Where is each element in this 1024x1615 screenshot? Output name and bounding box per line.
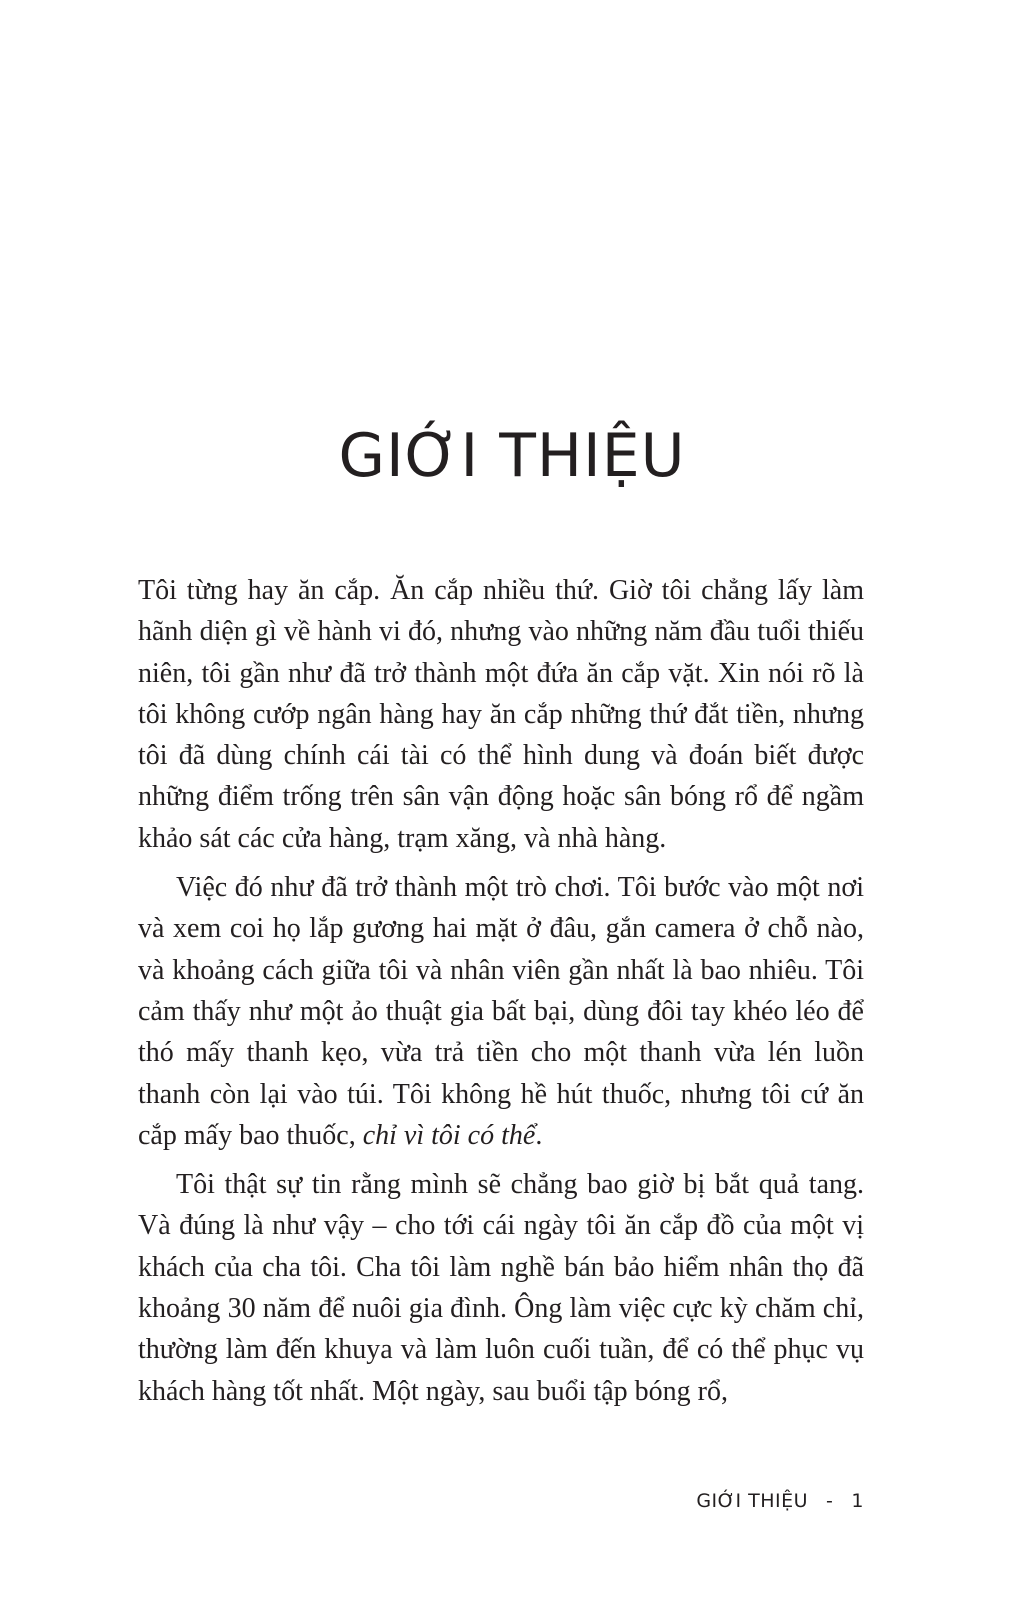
paragraph-1-text: Tôi từng hay ăn cắp. Ăn cắp nhiều thứ. Giờ tôi chẳng lấy làm hãnh diện gì về hành vi đó, nhưng vào những năm đầu tuổi thiếu niên, tôi gần như đã trở thành một đứa ăn cắp vặt. Xin nói rõ là tôi không cướp ngân hàng hay ăn cắp những thứ đắt tiền, nhưng tôi đã dùng chính cái tài có thể hình dung và đoán biết được những điểm trống trên sân vận động hoặc sân bóng rổ để ngầm khảo sát các cửa hàng, trạm xăng, và nhà hàng. xyxy=(138,575,864,854)
paragraph-2-tail: . xyxy=(535,1119,543,1151)
page-number: 1 xyxy=(851,1490,864,1512)
paragraph-1 xyxy=(138,570,864,859)
footer-separator: - xyxy=(826,1490,834,1512)
paragraph-2-emphasis: chỉ vì tôi có thể xyxy=(362,1119,536,1151)
running-footer xyxy=(696,1490,864,1512)
paragraph-2 xyxy=(138,867,864,1156)
body-text xyxy=(138,570,864,1420)
paragraph-3 xyxy=(138,1164,864,1412)
chapter-title: GIỚI THIỆU xyxy=(338,421,686,491)
paragraph-3-text: Tôi thật sự tin rằng mình sẽ chẳng bao giờ bị bắt quả tang. Và đúng là như vậy – cho tới cái ngày tôi ăn cắp đồ của một vị khách của cha tôi. Cha tôi làm nghề bán bảo hiểm nhân thọ đã khoảng 30 năm để nuôi gia đình. Ông làm việc cực kỳ chăm chỉ, thường làm đến khuya và làm luôn cuối tuần, để có thể phục vụ khách hàng tốt nhất. Một ngày, sau buổi tập bóng rổ, xyxy=(138,1169,864,1407)
footer-running-title: GIỚI THIỆU xyxy=(696,1490,809,1512)
paragraph-2-text: Việc đó như đã trở thành một trò chơi. Tôi bước vào một nơi và xem coi họ lắp gương hai mặt ở đâu, gắn camera ở chỗ nào, và khoảng cách giữa tôi và nhân viên gần nhất là bao nhiêu. Tôi cảm thấy như một ảo thuật gia bất bại, dùng đôi tay khéo léo để thó mấy thanh kẹo, vừa trả tiền cho một thanh vừa lén luồn thanh còn lại vào túi. Tôi không hề hút thuốc, nhưng tôi cứ ăn cắp mấy bao thuốc, xyxy=(138,872,864,1151)
